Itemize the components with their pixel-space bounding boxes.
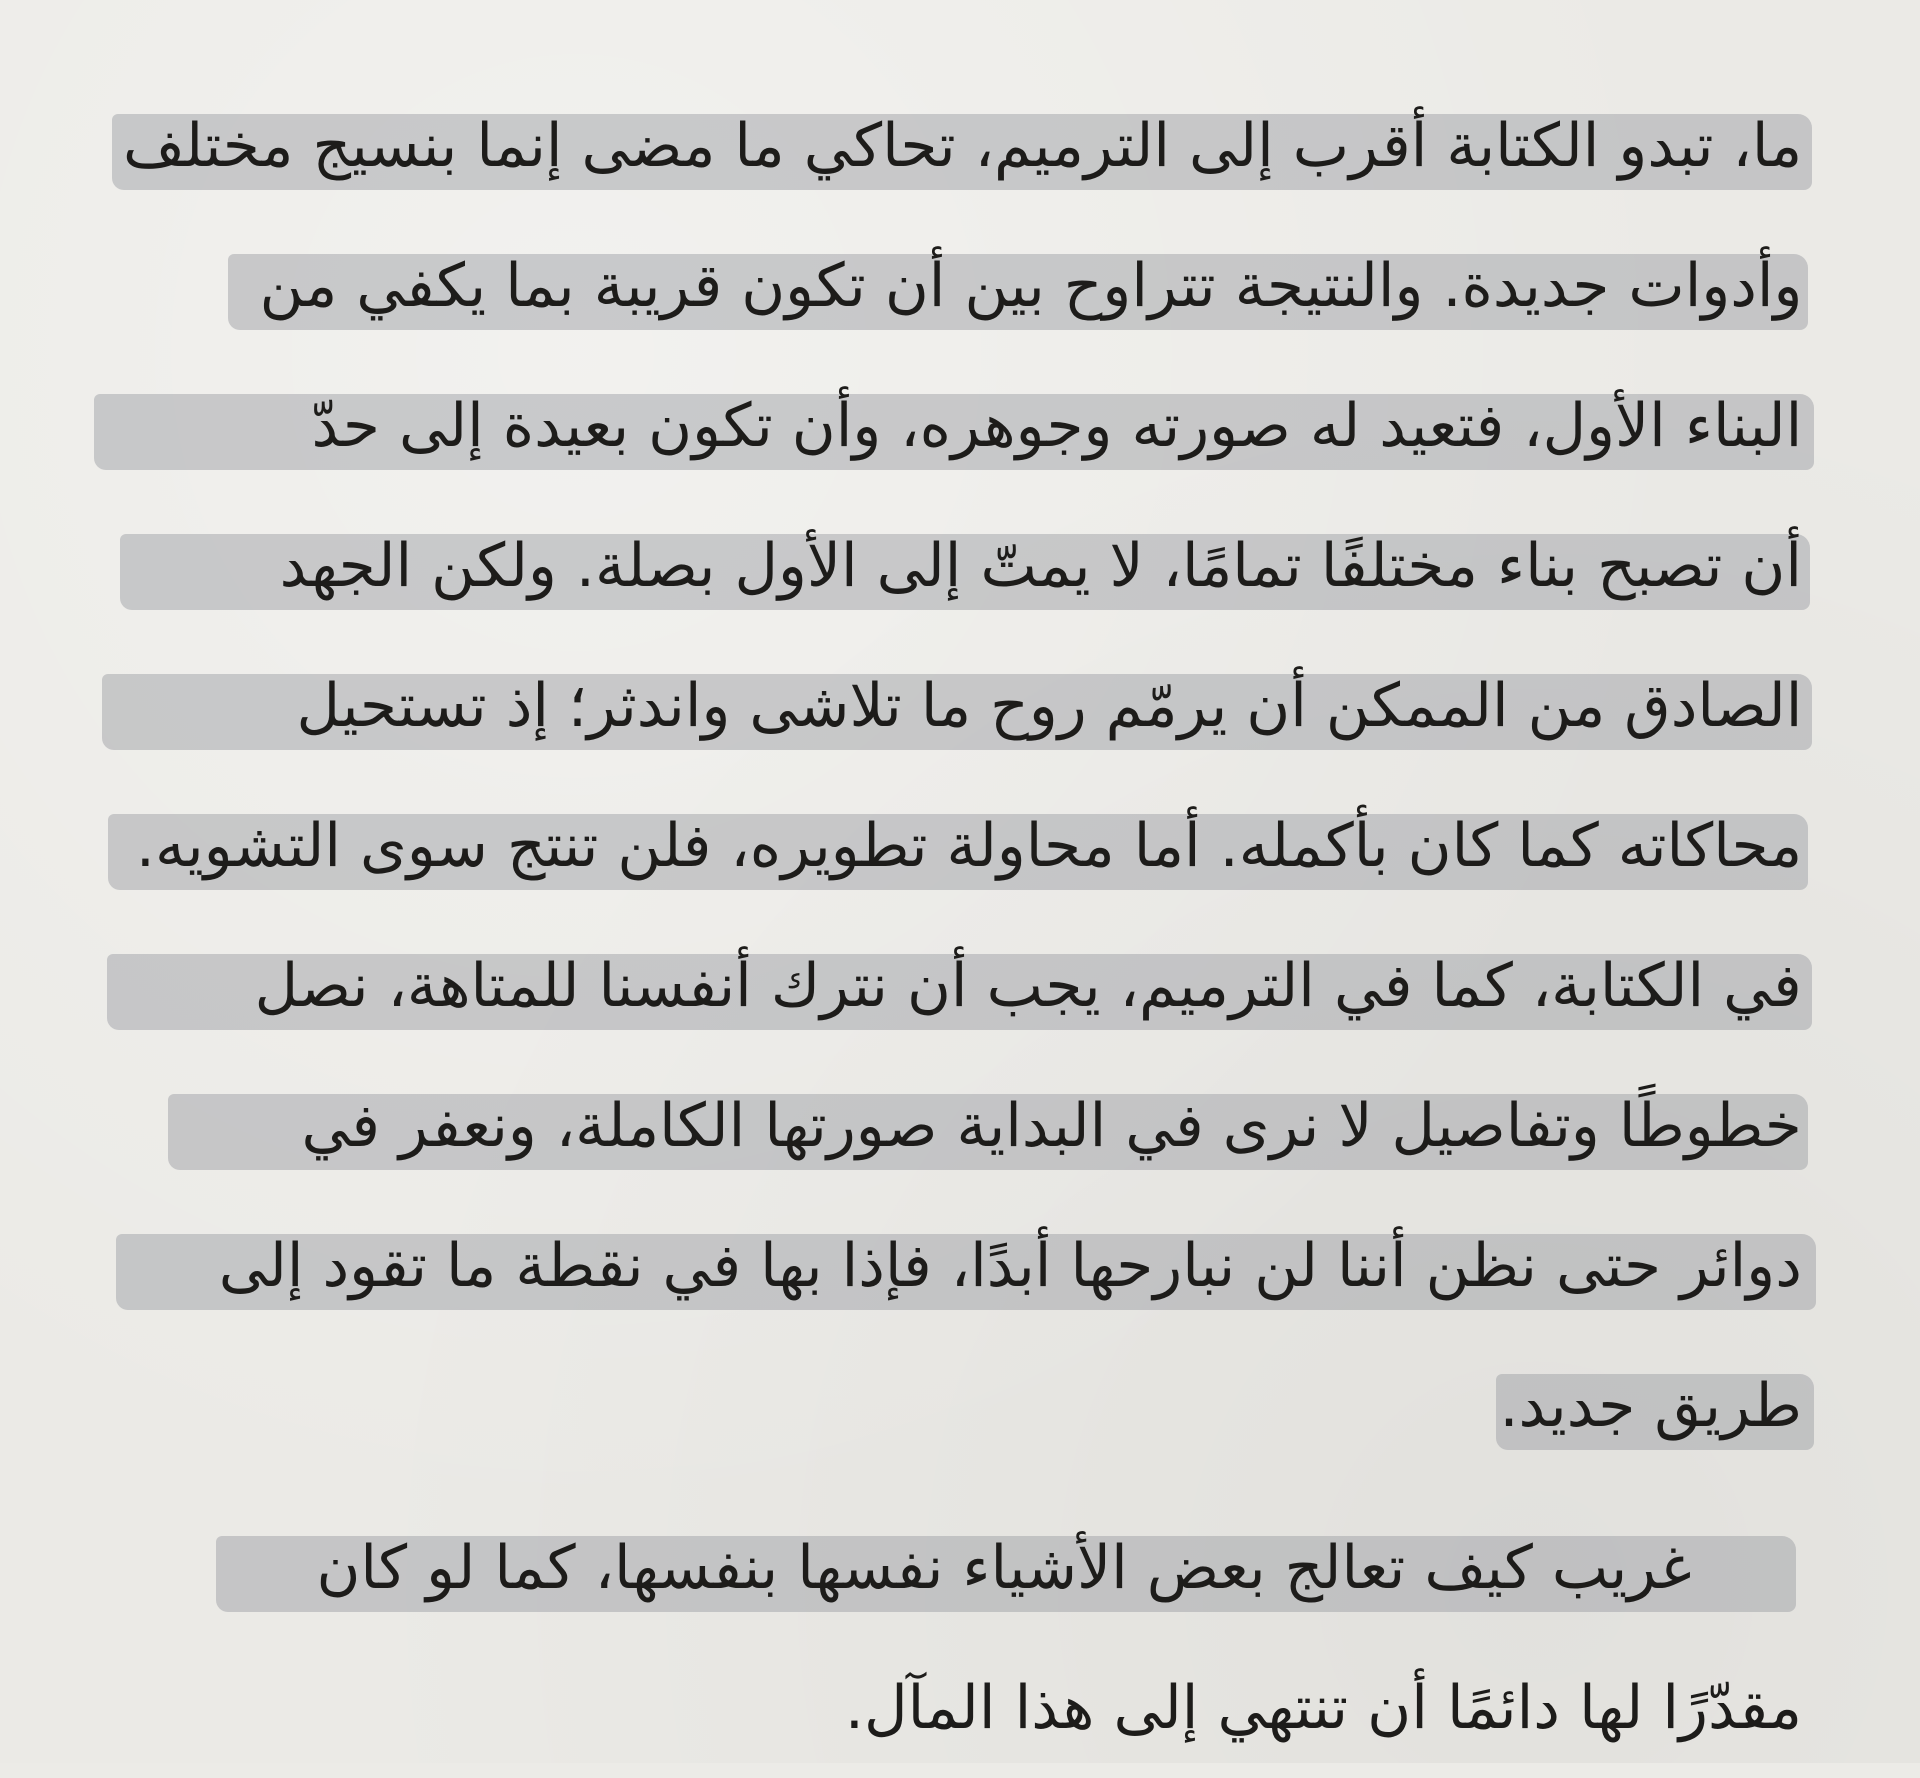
text-line [96,776,1802,916]
paragraph-1 [96,76,1802,1476]
line-text: وأدوات جديدة. والنتيجة تتراوح بين أن تكون قريبة بما يكفي من [259,251,1802,321]
line-text: غريب كيف تعالج بعض الأشياء نفسها بنفسها، كما لو كان [316,1533,1692,1603]
text-line [96,1498,1802,1638]
text-line [96,496,1802,636]
text-line [96,916,1802,1056]
line-text: دوائر حتى نظن أننا لن نبارحها أبدًا، فإذا بها في نقطة ما تقود إلى [218,1231,1802,1301]
line-text: ما، تبدو الكتابة أقرب إلى الترميم، تحاكي ما مضى إنما بنسيج مختلف [122,111,1802,181]
page-text [96,76,1802,1778]
line-text: مقدّرًا لها دائمًا أن تنتهي إلى هذا المآل. [844,1673,1802,1743]
text-line [96,76,1802,216]
text-line [96,216,1802,356]
line-text: الصادق من الممكن أن يرمّم روح ما تلاشى واندثر؛ إذ تستحيل [296,671,1802,741]
text-line [96,356,1802,496]
text-line [96,1196,1802,1336]
line-text: أن تصبح بناء مختلفًا تمامًا، لا يمتّ إلى الأول بصلة. ولكن الجهد [279,531,1802,601]
line-text: في الكتابة، كما في الترميم، يجب أن نترك أنفسنا للمتاهة، نصل [254,951,1802,1021]
text-line [96,1638,1802,1778]
text-line [96,636,1802,776]
paragraph-2 [96,1498,1802,1778]
text-line [96,1056,1802,1196]
paragraph-gap [96,1476,1802,1498]
line-text: طريق جديد. [1499,1371,1802,1441]
line-text: خطوطًا وتفاصيل لا نرى في البداية صورتها الكاملة، ونعفر في [301,1091,1802,1161]
line-text: محاكاته كما كان بأكمله. أما محاولة تطويره، فلن تنتج سوى التشويه. [135,811,1802,881]
line-text: البناء الأول، فتعيد له صورته وجوهره، وأن تكون بعيدة إلى حدّ [311,391,1802,461]
text-line [96,1336,1802,1476]
